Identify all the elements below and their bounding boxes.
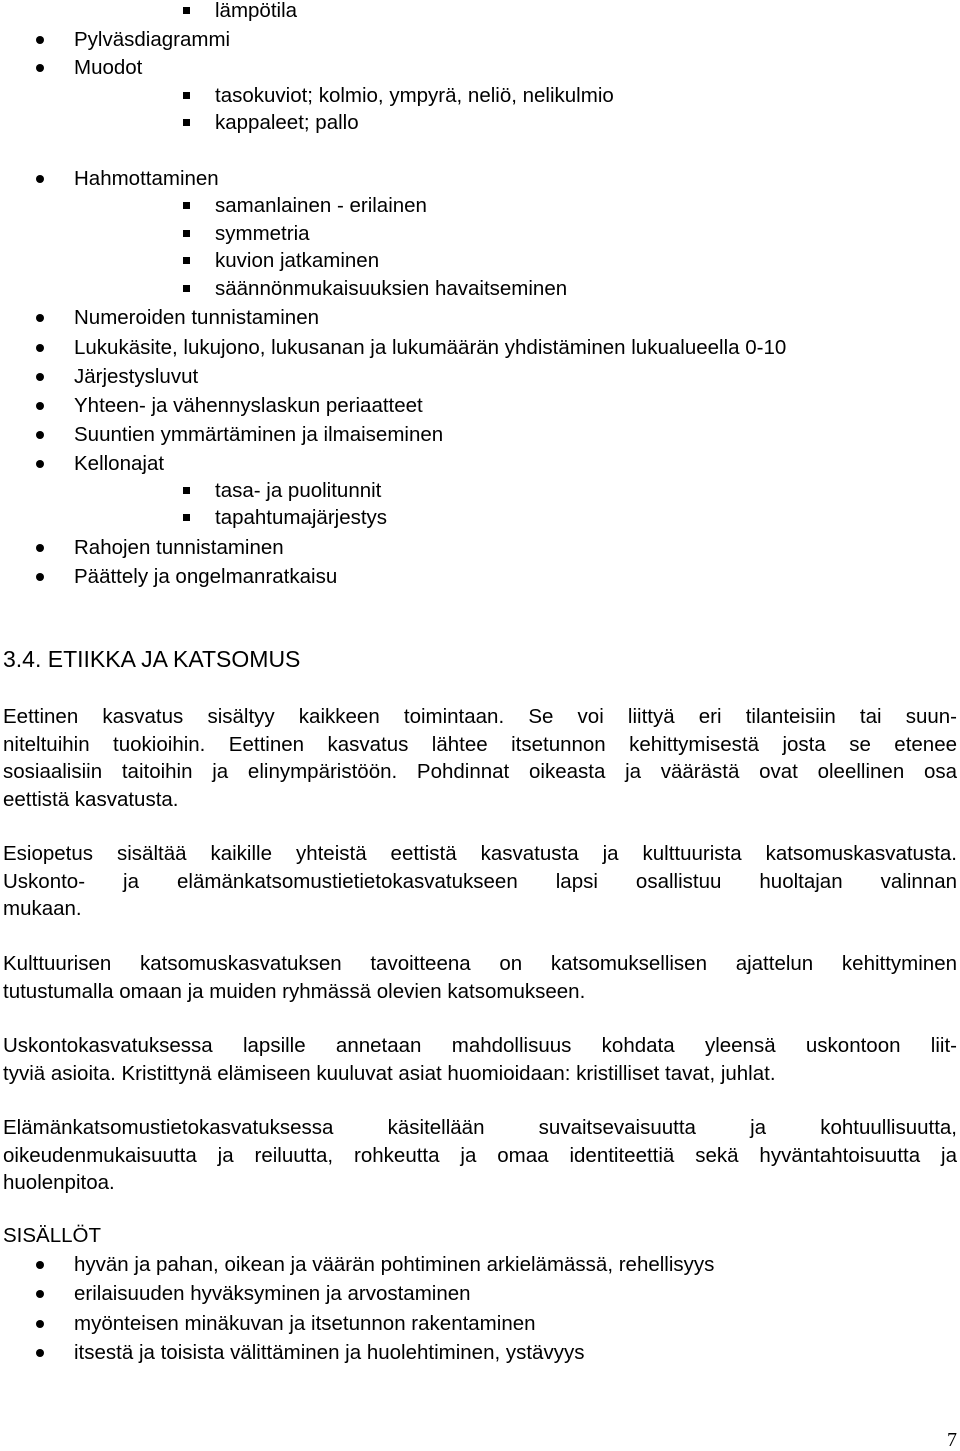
contents-heading: SISÄLLÖT bbox=[3, 1224, 101, 1247]
list-item: symmetria bbox=[215, 222, 310, 245]
square-bullet-icon bbox=[183, 230, 190, 237]
paragraph-line: Uskontokasvatuksessa lapsille annetaan mahdollisuus kohdata yleensä uskontoon liit- bbox=[3, 1034, 957, 1057]
round-bullet-icon bbox=[36, 544, 44, 552]
paragraph bbox=[3, 703, 957, 813]
square-bullet-icon bbox=[183, 285, 190, 292]
list-item: Rahojen tunnistaminen bbox=[74, 536, 284, 559]
list-item: säännönmukaisuuksien havaitseminen bbox=[215, 277, 568, 300]
square-bullet-icon bbox=[183, 119, 190, 126]
paragraph-line: sosiaalisiin taitoihin ja elinympäristöön. Pohdinnat oikeasta ja väärästä ovat oleellinen osa bbox=[3, 760, 957, 783]
square-bullet-icon bbox=[183, 7, 190, 14]
list-item: Yhteen- ja vähennyslaskun periaatteet bbox=[74, 394, 423, 417]
list-item: myönteisen minäkuvan ja itsetunnon rakentaminen bbox=[74, 1312, 536, 1335]
list-item: Päättely ja ongelmanratkaisu bbox=[74, 565, 338, 588]
paragraph bbox=[3, 1114, 957, 1197]
paragraph-line: Uskonto- ja elämänkatsomustietietokasvatukseen lapsi osallistuu huoltajan valinnan bbox=[3, 869, 957, 893]
section-heading: 3.4. ETIIKKA JA KATSOMUS bbox=[3, 646, 301, 672]
round-bullet-icon bbox=[36, 36, 44, 44]
list-item: lämpötila bbox=[215, 0, 298, 22]
list-item: tapahtumajärjestys bbox=[215, 506, 388, 529]
paragraph-line: huolenpitoa. bbox=[3, 1171, 115, 1194]
list-item: kuvion jatkaminen bbox=[215, 249, 380, 272]
paragraph-line: Kulttuurisen katsomuskasvatuksen tavoitteena on katsomuksellisen ajattelun kehittyminen bbox=[3, 952, 957, 975]
list-item: tasa- ja puolitunnit bbox=[215, 479, 382, 502]
list-item: Numeroiden tunnistaminen bbox=[74, 306, 319, 329]
round-bullet-icon bbox=[36, 64, 44, 72]
paragraph-line: mukaan. bbox=[3, 897, 82, 920]
list-item: Järjestysluvut bbox=[74, 365, 199, 388]
list-item: itsestä ja toisista välittäminen ja huolehtiminen, ystävyys bbox=[74, 1341, 585, 1364]
list-item: erilaisuuden hyväksyminen ja arvostaminen bbox=[74, 1282, 471, 1305]
paragraph-line: niteltuihin tuokioihin. Eettinen kasvatus lähtee itsetunnon kehittymisestä josta se etenee bbox=[3, 732, 957, 756]
list-item: samanlainen - erilainen bbox=[215, 194, 427, 217]
paragraph bbox=[3, 840, 957, 923]
paragraph-line: eettistä kasvatusta. bbox=[3, 787, 179, 811]
paragraph bbox=[3, 950, 957, 1005]
round-bullet-icon bbox=[36, 314, 44, 322]
list-item: Suuntien ymmärtäminen ja ilmaiseminen bbox=[74, 423, 444, 446]
paragraph-line: Esiopetus sisältää kaikille yhteistä eettistä kasvatusta ja kulttuurista katsomuskasvatusta. bbox=[3, 842, 957, 865]
round-bullet-icon bbox=[36, 1349, 44, 1357]
paragraph-line: tutustumalla omaan ja muiden ryhmässä olevien katsomukseen. bbox=[3, 979, 586, 1003]
list-item: kappaleet; pallo bbox=[215, 111, 359, 134]
list-item: Kellonajat bbox=[74, 452, 165, 475]
round-bullet-icon bbox=[36, 431, 44, 439]
round-bullet-icon bbox=[36, 1261, 44, 1269]
round-bullet-icon bbox=[36, 402, 44, 410]
list-item: Hahmottaminen bbox=[74, 167, 219, 190]
page-number: 7 bbox=[947, 1429, 957, 1451]
paragraph-line: Eettinen kasvatus sisältyy kaikkeen toimintaan. Se voi liittyä eri tilanteisiin tai suun- bbox=[3, 705, 957, 728]
round-bullet-icon bbox=[36, 344, 44, 352]
list-item: Pylväsdiagrammi bbox=[74, 28, 231, 51]
round-bullet-icon bbox=[36, 373, 44, 381]
square-bullet-icon bbox=[183, 487, 190, 494]
paragraph-line: tyviä asioita. Kristittynä elämiseen kuuluvat asiat huomioidaan: kristilliset tavat, juhlat. bbox=[3, 1061, 776, 1085]
round-bullet-icon bbox=[36, 1320, 44, 1328]
paragraph bbox=[3, 1032, 957, 1087]
list-item: Lukukäsite, lukujono, lukusanan ja lukumäärän yhdistäminen lukualueella 0-10 bbox=[74, 336, 787, 359]
square-bullet-icon bbox=[183, 202, 190, 209]
round-bullet-icon bbox=[36, 573, 44, 581]
square-bullet-icon bbox=[183, 514, 190, 521]
paragraph-line: oikeudenmukaisuutta ja reiluutta, rohkeutta ja omaa identiteettiä sekä hyväntahtoisuutta ja bbox=[3, 1143, 957, 1167]
list-item: Muodot bbox=[74, 56, 143, 79]
square-bullet-icon bbox=[183, 92, 190, 99]
round-bullet-icon bbox=[36, 460, 44, 468]
square-bullet-icon bbox=[183, 257, 190, 264]
list-item: hyvän ja pahan, oikean ja väärän pohtiminen arkielämässä, rehellisyys bbox=[74, 1253, 715, 1276]
paragraph-line: Elämänkatsomustietokasvatuksessa käsitellään suvaitsevaisuutta ja kohtuullisuutta, bbox=[3, 1116, 957, 1139]
round-bullet-icon bbox=[36, 1290, 44, 1298]
list-item: tasokuviot; kolmio, ympyrä, neliö, nelikulmio bbox=[215, 84, 614, 107]
round-bullet-icon bbox=[36, 175, 44, 183]
